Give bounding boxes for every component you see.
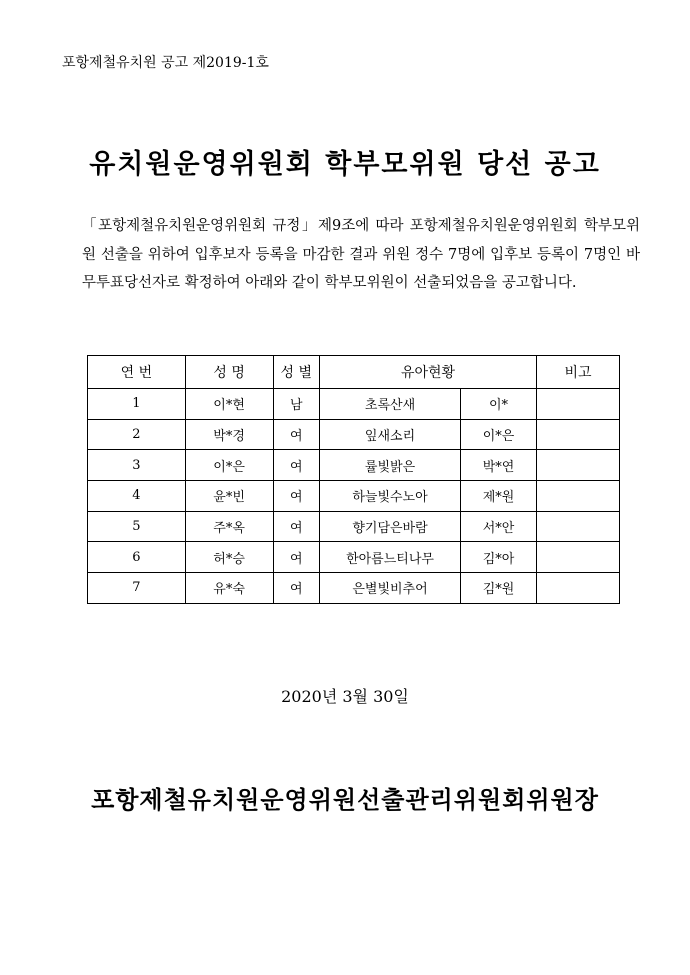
cell-name: 주*옥 <box>185 511 273 542</box>
table-row <box>88 573 620 604</box>
table-row <box>88 450 620 481</box>
cell-sex: 남 <box>273 389 319 420</box>
cell-child: 박*연 <box>461 450 537 481</box>
table-row <box>88 419 620 450</box>
cell-note <box>537 573 620 604</box>
table-header-row <box>88 356 620 389</box>
signer-title: 포항제철유치원운영위원선출관리위원회위원장 <box>91 786 599 814</box>
cell-note <box>537 389 620 420</box>
cell-note <box>537 511 620 542</box>
cell-note <box>537 481 620 512</box>
cell-class: 한아름느티나무 <box>320 542 461 573</box>
cell-sex: 여 <box>273 481 319 512</box>
cell-name: 박*경 <box>185 419 273 450</box>
cell-no: 5 <box>88 511 186 542</box>
cell-class: 하늘빛수노아 <box>320 481 461 512</box>
cell-name: 이*현 <box>185 389 273 420</box>
cell-no: 4 <box>88 481 186 512</box>
cell-child: 이*은 <box>461 419 537 450</box>
cell-class: 잎새소리 <box>320 419 461 450</box>
header-note: 비고 <box>537 356 620 389</box>
cell-class: 초록산새 <box>320 389 461 420</box>
announcement-date: 2020년 3월 30일 <box>281 687 409 706</box>
cell-name: 허*승 <box>185 542 273 573</box>
cell-sex: 여 <box>273 450 319 481</box>
cell-name: 윤*빈 <box>185 481 273 512</box>
cell-sex: 여 <box>273 542 319 573</box>
cell-class: 률빛밝은 <box>320 450 461 481</box>
cell-name: 유*숙 <box>185 573 273 604</box>
cell-note <box>537 419 620 450</box>
table-row <box>88 481 620 512</box>
cell-child: 이* <box>461 389 537 420</box>
header-child-status: 유아현황 <box>320 356 537 389</box>
notice-number: 포항제철유치원 공고 제2019-1호 <box>62 55 269 71</box>
cell-sex: 여 <box>273 419 319 450</box>
cell-sex: 여 <box>273 511 319 542</box>
cell-name: 이*은 <box>185 450 273 481</box>
header-no: 연 번 <box>88 356 186 389</box>
table-row <box>88 511 620 542</box>
cell-no: 3 <box>88 450 186 481</box>
cell-class: 향기담은바람 <box>320 511 461 542</box>
header-sex: 성 별 <box>273 356 319 389</box>
table-row <box>88 389 620 420</box>
header-name: 성 명 <box>185 356 273 389</box>
table-row <box>88 542 620 573</box>
cell-no: 1 <box>88 389 186 420</box>
cell-class: 은별빛비추어 <box>320 573 461 604</box>
cell-sex: 여 <box>273 573 319 604</box>
member-table <box>87 355 620 604</box>
cell-no: 7 <box>88 573 186 604</box>
cell-note <box>537 542 620 573</box>
page-title: 유치원운영위원회 학부모위원 당선 공고 <box>89 149 601 180</box>
cell-no: 6 <box>88 542 186 573</box>
cell-child: 김*원 <box>461 573 537 604</box>
cell-child: 김*아 <box>461 542 537 573</box>
cell-child: 제*원 <box>461 481 537 512</box>
cell-note <box>537 450 620 481</box>
cell-no: 2 <box>88 419 186 450</box>
cell-child: 서*안 <box>461 511 537 542</box>
announcement-body: 「포항제철유치원운영위원회 규정」제9조에 따라 포항제철유치원운영위원회 학부모위원 선출을 위하여 입후보자 등록을 마감한 결과 위원 정수 7명에 입후보 등록이 7명인 바 무투표당선자로 확정하여 아래와 같이 학부모위원이 선출되었음을 공고합니다. <box>82 218 640 291</box>
